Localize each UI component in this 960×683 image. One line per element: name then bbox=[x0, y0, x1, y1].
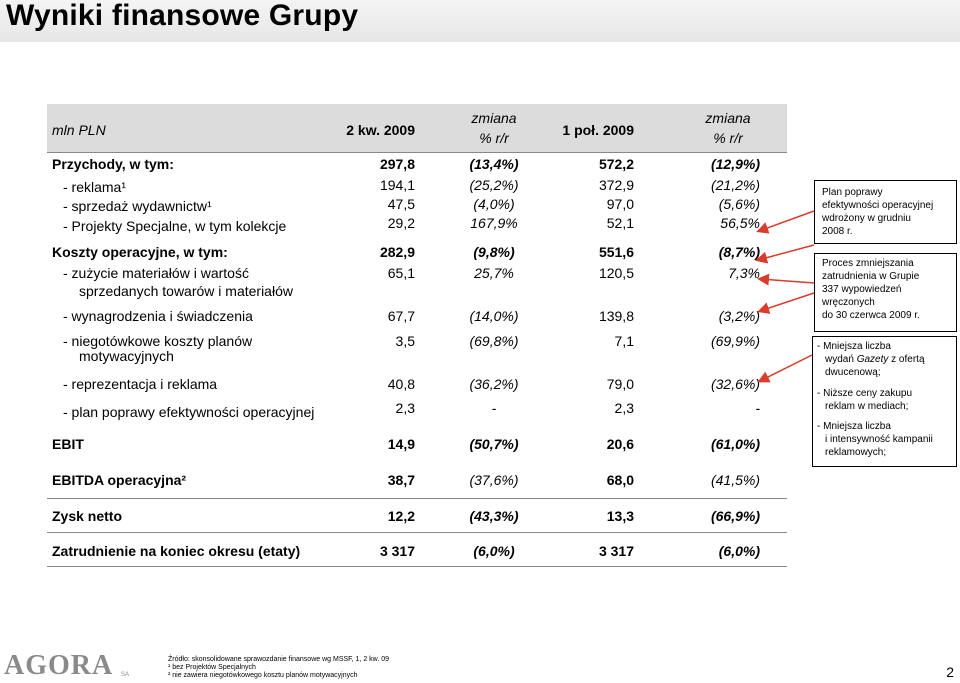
row-incentive-v1: 3,5 bbox=[395, 333, 415, 349]
row-salaries-v1: 67,7 bbox=[387, 308, 415, 324]
row-salaries-v4: (3,2%) bbox=[718, 308, 760, 324]
note2-line2: zatrudnienia w Grupie bbox=[822, 271, 920, 282]
row-ads-v2: (25,2%) bbox=[469, 177, 519, 193]
row-salaries-label: - wynagrodzenia i świadczenia bbox=[63, 308, 253, 324]
arrow-to-materials-row bbox=[760, 279, 814, 283]
row-ebitda-label: EBITDA operacyjna² bbox=[52, 472, 187, 488]
row-publishing-v4: (5,6%) bbox=[718, 196, 760, 212]
row-incentive-v3: 7,1 bbox=[614, 333, 634, 349]
row-costs-v1: 282,9 bbox=[379, 244, 415, 260]
note2-line3: 337 wypowiedzeń bbox=[822, 284, 902, 295]
row-ebitda-v3: 68,0 bbox=[606, 472, 634, 488]
row-ads-v4: (21,2%) bbox=[710, 177, 760, 193]
col1-header: 2 kw. 2009 bbox=[346, 122, 415, 138]
row-revenue-v1: 297,8 bbox=[379, 156, 415, 172]
row-net-profit-label: Zysk netto bbox=[52, 508, 123, 524]
row-efficiency-label: - plan poprawy efektywności operacyjnej bbox=[63, 404, 315, 420]
col3-header: 1 poł. 2009 bbox=[562, 122, 634, 138]
note3-line2: wydań Gazety z ofertą bbox=[825, 354, 925, 365]
unit-label: mln PLN bbox=[52, 122, 106, 138]
row-efficiency-v4: - bbox=[755, 400, 760, 416]
row-employment-label: Zatrudnienie na koniec okresu (etaty) bbox=[52, 543, 301, 559]
row-revenue-v4: (12,9%) bbox=[710, 156, 760, 172]
row-representation-v1: 40,8 bbox=[387, 376, 415, 392]
row-net-profit-v1: 12,2 bbox=[387, 508, 415, 524]
note1-line3: wdrożony w grudniu bbox=[822, 213, 911, 224]
arrow-to-salaries-row bbox=[760, 293, 814, 311]
row-net-profit-v2: (43,3%) bbox=[469, 508, 519, 524]
row-ads-label: - reklama¹ bbox=[63, 179, 127, 195]
note2-line4: wręczonych bbox=[822, 297, 875, 308]
note3-line5: reklam w mediach; bbox=[825, 401, 909, 412]
agora-logo-suffix: SA bbox=[121, 672, 130, 678]
row-materials-v2: 25,7% bbox=[474, 265, 514, 281]
note3-line3: dwucenową; bbox=[825, 367, 881, 378]
note2-line1: Proces zmniejszania bbox=[822, 258, 914, 269]
row-materials-label: - zużycie materiałów i wartość bbox=[63, 265, 249, 281]
note3-line1: - Mniejsza liczba bbox=[817, 341, 891, 352]
row-ebit-label: EBIT bbox=[52, 436, 84, 452]
footer-footnote-1: ¹ bez Projektów Specjalnych bbox=[168, 664, 256, 671]
row-revenue-v2: (13,4%) bbox=[469, 156, 519, 172]
row-incentive-v4: (69,9%) bbox=[710, 333, 760, 349]
row-costs-v4: (8,7%) bbox=[718, 244, 760, 260]
row-employment-v3: 3 317 bbox=[598, 543, 634, 559]
row-ebit-v3: 20,6 bbox=[606, 436, 634, 452]
row-ads-v1: 194,1 bbox=[379, 177, 415, 193]
row-employment-v1: 3 317 bbox=[379, 543, 415, 559]
row-representation-label: - reprezentacja i reklama bbox=[63, 376, 218, 392]
row-publishing-v3: 97,0 bbox=[606, 196, 634, 212]
row-salaries-v2: (14,0%) bbox=[469, 308, 519, 324]
agora-logo: AGORA bbox=[4, 650, 114, 681]
row-costs-label: Koszty operacyjne, w tym: bbox=[52, 244, 228, 260]
row-net-profit-v4: (66,9%) bbox=[710, 508, 760, 524]
note1-line4: 2008 r. bbox=[822, 226, 853, 237]
row-costs-v2: (9,8%) bbox=[473, 244, 515, 260]
footer-source: Źródło: skonsolidowane sprawozdanie finansowe wg MSSF, 1, 2 kw. 09 bbox=[168, 656, 390, 663]
page-title: Wyniki finansowe Grupy bbox=[6, 0, 359, 32]
row-representation-v3: 79,0 bbox=[606, 376, 634, 392]
row-net-profit-v3: 13,3 bbox=[606, 508, 634, 524]
row-materials-v4: 7,3% bbox=[728, 265, 760, 281]
row-representation-v2: (36,2%) bbox=[469, 376, 519, 392]
row-salaries-v3: 139,8 bbox=[598, 308, 634, 324]
row-incentive-label: - niegotówkowe koszty planów bbox=[63, 333, 253, 349]
row-ebit-v1: 14,9 bbox=[387, 436, 415, 452]
row-revenue-v3: 572,2 bbox=[598, 156, 634, 172]
row-costs-v3: 551,6 bbox=[598, 244, 634, 260]
arrow-to-efficiency-row bbox=[759, 211, 814, 231]
row-ebitda-v1: 38,7 bbox=[387, 472, 415, 488]
row-special-v2: 167,9% bbox=[470, 215, 518, 231]
row-publishing-v2: (4,0%) bbox=[473, 196, 515, 212]
row-materials-v1: 65,1 bbox=[387, 265, 415, 281]
row-representation-v4: (32,6%) bbox=[710, 376, 760, 392]
row-efficiency-v1: 2,3 bbox=[395, 400, 415, 416]
note1-line2: efektywności operacyjnej bbox=[822, 200, 934, 211]
page-number: 2 bbox=[946, 664, 954, 680]
note1-line1: Plan poprawy bbox=[822, 187, 883, 198]
footer-footnote-2: ² nie zawiera niegotówkowego kosztu planów motywacyjnych bbox=[168, 672, 358, 679]
row-special-v1: 29,2 bbox=[387, 215, 415, 231]
col2-header-line2: % r/r bbox=[479, 130, 509, 146]
row-special-v4: 56,5% bbox=[720, 215, 760, 231]
col4-header-line2: % r/r bbox=[713, 130, 743, 146]
note3-line7: i intensywność kampanii bbox=[825, 434, 933, 445]
row-materials-label-cont: sprzedanych towarów i materiałów bbox=[79, 283, 293, 299]
row-ebit-v2: (50,7%) bbox=[469, 436, 519, 452]
note2-line5: do 30 czerwca 2009 r. bbox=[822, 310, 920, 321]
row-special-label: - Projekty Specjalne, w tym kolekcje bbox=[63, 218, 287, 234]
note3-line4: - Niższe ceny zakupu bbox=[817, 388, 913, 399]
col4-header-line1: zmiana bbox=[705, 110, 751, 126]
row-ads-v3: 372,9 bbox=[598, 177, 634, 193]
row-incentive-label-cont: motywacyjnych bbox=[79, 348, 174, 364]
arrow-to-costs-row bbox=[758, 245, 814, 260]
row-ebit-v4: (61,0%) bbox=[710, 436, 760, 452]
row-employment-v2: (6,0%) bbox=[473, 543, 515, 559]
arrow-to-representation-row bbox=[760, 355, 812, 381]
row-special-v3: 52,1 bbox=[606, 215, 634, 231]
col2-header-line1: zmiana bbox=[471, 110, 517, 126]
row-materials-v3: 120,5 bbox=[598, 265, 634, 281]
row-employment-v4: (6,0%) bbox=[718, 543, 760, 559]
row-efficiency-v3: 2,3 bbox=[614, 400, 634, 416]
note3-line8: reklamowych; bbox=[825, 447, 887, 458]
row-publishing-label: - sprzedaż wydawnictw¹ bbox=[63, 198, 212, 214]
note3-line6: - Mniejsza liczba bbox=[817, 421, 891, 432]
row-publishing-v1: 47,5 bbox=[387, 196, 415, 212]
row-ebitda-v4: (41,5%) bbox=[710, 472, 760, 488]
row-efficiency-v2: - bbox=[491, 400, 497, 416]
row-revenue-label: Przychody, w tym: bbox=[52, 156, 174, 172]
row-incentive-v2: (69,8%) bbox=[469, 333, 519, 349]
row-ebitda-v2: (37,6%) bbox=[469, 472, 519, 488]
